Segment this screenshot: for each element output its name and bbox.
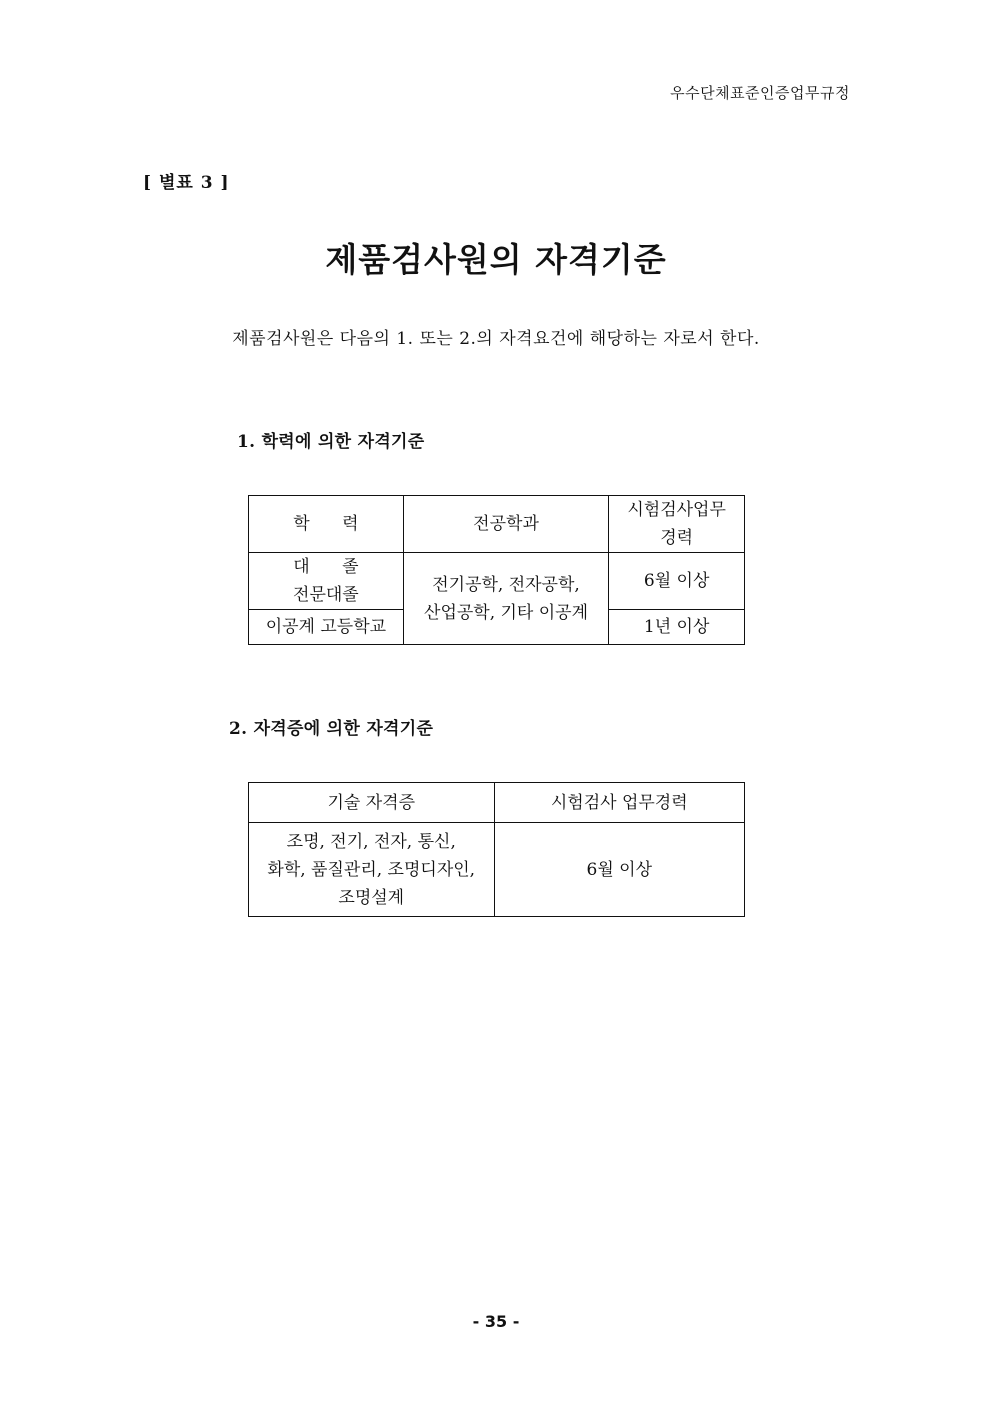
regulation-name-header: 우수단체표준인증업무규정: [670, 84, 850, 102]
education-criteria-table: [248, 495, 745, 645]
intro-paragraph: 제품검사원은 다음의 1. 또는 2.의 자격요건에 해당하는 자로서 한다.: [232, 329, 760, 349]
header-experience: [609, 496, 745, 553]
document-title: 제품검사원의 자격기준: [325, 240, 667, 279]
education-highschool-label: 이공계 고등학교: [265, 617, 387, 637]
education-university-label: 대 졸: [293, 557, 359, 577]
major-line1: 전기공학, 전자공학,: [432, 574, 580, 595]
cell-certificates: [249, 823, 495, 917]
table-header-row: [249, 496, 745, 553]
header-experience-line2: 경력: [660, 528, 694, 548]
certificate-experience-value: 6월 이상: [586, 859, 652, 880]
major-line2: 산업공학, 기타 이공계: [424, 602, 589, 623]
cell-education-highschool: [249, 610, 404, 645]
section1-heading: 1. 학력에 의한 자격기준: [237, 432, 425, 452]
header-experience: [494, 783, 745, 823]
table-row: [249, 823, 745, 917]
table-header-row: [249, 783, 745, 823]
certificates-line3: 조명설계: [338, 887, 405, 908]
cell-experience-highschool: [609, 610, 745, 645]
header-certificate-label: 기술 자격증: [327, 792, 415, 813]
header-experience-label: 시험검사 업무경력: [550, 792, 688, 813]
header-certificate: [249, 783, 495, 823]
cell-certificate-experience: [494, 823, 745, 917]
annex-label: [ 별표 3 ]: [143, 173, 230, 193]
header-major-label: 전공학과: [473, 514, 539, 534]
page-number: - 35 -: [472, 1312, 520, 1331]
header-experience-line1: 시험검사업무: [627, 500, 726, 520]
experience-highschool-value: 1년 이상: [643, 617, 710, 637]
section2-heading: 2. 자격증에 의한 자격기준: [229, 719, 434, 739]
cell-major: [403, 553, 609, 645]
header-education-label: 학 력: [293, 514, 359, 534]
table-row: [249, 553, 745, 610]
certificates-line1: 조명, 전기, 전자, 통신,: [286, 831, 456, 852]
certificates-line2: 화학, 품질관리, 조명디자인,: [267, 859, 476, 880]
experience-university-value: 6월 이상: [643, 571, 710, 591]
certificate-criteria-table: [248, 782, 745, 917]
cell-experience-university: [609, 553, 745, 610]
cell-education-university: [249, 553, 404, 610]
education-college-label: 전문대졸: [293, 585, 359, 605]
header-major: [403, 496, 609, 553]
header-education: [249, 496, 404, 553]
